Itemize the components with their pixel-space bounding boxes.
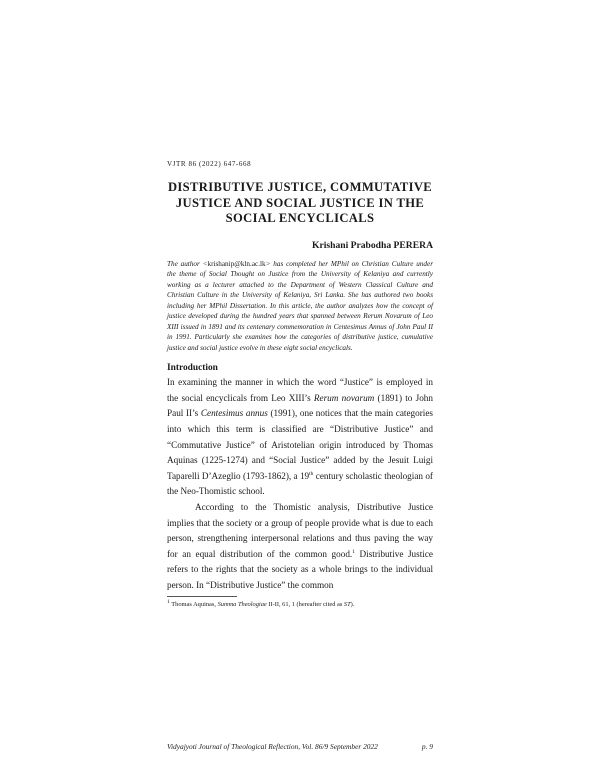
article-title	[167, 180, 433, 227]
journal-reference: VJTR 86 (2022) 647-668	[167, 160, 252, 168]
footer-journal: Vidyajyoti Journal of Theological Reflection, Vol. 86/9 September 2022	[167, 742, 378, 751]
page-footer	[167, 742, 433, 751]
author-email: krishanip@kln.ac.lk	[207, 259, 266, 268]
footnote-divider	[167, 596, 237, 597]
title-line: SOCIAL ENCYCLICALS	[225, 211, 375, 226]
paragraph: In examining the manner in which the word “Justice” is employed in the social encyclicals from Leo XIII’s Rerum novarum (1891) to John Paul II’s Centesimus annus (1991), one notices that the main categories into which this term is classified are “Distributive Justice” and “Commutative Justice” of Aristotelian origin introduced by Thomas Aquinas (1225-1274) and “Social Justice” added by the Jesuit Luigi Taparelli D’Azeglio (1793-1862), a 19th century scholastic theologian of the Neo-Thomistic school.	[167, 377, 433, 497]
footnote: $^1$ Thomas Aquinas, Summa Theologiae II-II, 61, 1 (hereafter cited as ST).	[167, 598, 355, 608]
body-text	[167, 375, 433, 593]
footnote-marker: 1	[352, 548, 355, 555]
author-name: Krishani Prabodha PERERA	[311, 239, 433, 251]
title-line: DISTRIBUTIVE JUSTICE, COMMUTATIVE	[167, 180, 433, 194]
page-number: p. 9	[421, 742, 433, 751]
paragraph: According to the Thomistic analysis, Distributive Justice implies that the society or a group of people provide what is due to each person, strengthening interpersonal relations and thus paving the way for an equal distribution of the common good.$^1$ Distributive Justice refers to the rights that the society as a whole brings to the individual person. In “Distributive Justice” the common	[167, 502, 433, 590]
author-abstract: The author <krishanip@kln.ac.lk> has completed her MPhil on Christian Culture under the theme of Social Thought on Justice from the University of Kelaniya and currently working as a lecturer attached to the Department of Western Classical Culture and Christian Culture in the University of Kelaniya, Sri Lanka. She has authored two books including her MPhil Dissertation. In this article, the author analyzes how the concept of justice developed during the hundred years that spanned between Rerum Novarum of Leo XIII issued in 1891 and its centenary commemoration in Centesimus Annus of John Paul II in 1991. Particularly she examines how the categories of distributive justice, cumulative justice and social justice evolve in these eight social encyclicals.	[167, 259, 433, 352]
page-content	[167, 160, 433, 609]
title-line: JUSTICE AND SOCIAL JUSTICE IN THE	[175, 195, 425, 210]
section-heading: Introduction	[167, 363, 218, 374]
